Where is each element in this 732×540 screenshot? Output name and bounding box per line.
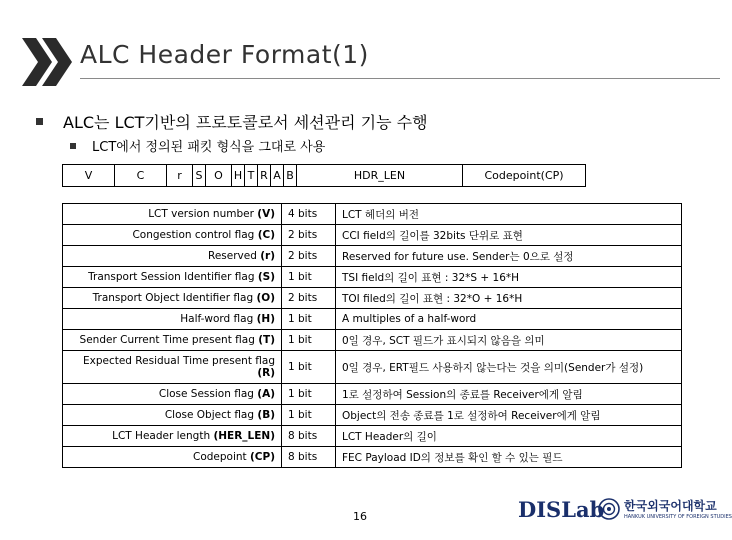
field-name-cell — [63, 351, 282, 384]
field-name: Codepoint — [192, 451, 247, 463]
table-row — [63, 288, 682, 309]
table-row — [63, 330, 682, 351]
field-description: Object의 전송 종료를 1로 설정하여 Receiver에게 알림 — [336, 405, 682, 426]
field-name: Transport Session Identifier flag — [88, 271, 255, 283]
field-flag: (O) — [256, 292, 275, 304]
bullet-level2-text: LCT에서 정의된 패킷 형식을 그대로 사용 — [92, 140, 326, 155]
field-bits: 1 bit — [282, 384, 336, 405]
field-name-cell — [63, 288, 282, 309]
field-c: C — [115, 165, 167, 186]
field-description: CCI field의 길이를 32bits 단위로 표현 — [336, 225, 682, 246]
field-flag: (H) — [256, 313, 275, 325]
field-bits: 1 bit — [282, 405, 336, 426]
field-description: LCT Header의 길이 — [336, 426, 682, 447]
bullet-square-icon — [36, 118, 43, 125]
field-h: H — [232, 165, 245, 186]
field-name-cell — [63, 330, 282, 351]
field-name-cell — [63, 204, 282, 225]
field-description: 0일 경우, SCT 필드가 표시되지 않음을 의미 — [336, 330, 682, 351]
field-description: 1로 설정하여 Session의 종료를 Receiver에게 알림 — [336, 384, 682, 405]
table-row — [63, 267, 682, 288]
field-description: FEC Payload ID의 정보를 확인 할 수 있는 필드 — [336, 447, 682, 468]
field-description-table — [62, 203, 682, 468]
field-flag: (C) — [257, 229, 275, 241]
field-hdr-len: HDR_LEN — [297, 165, 463, 186]
field-name-cell — [63, 309, 282, 330]
title-divider — [80, 78, 720, 79]
field-name: Half-word flag — [180, 313, 254, 325]
dislab-logo: DISLab — [518, 497, 605, 522]
field-description: LCT 헤더의 버전 — [336, 204, 682, 225]
field-b: B — [284, 165, 297, 186]
field-name-cell — [63, 267, 282, 288]
field-bits: 1 bit — [282, 351, 336, 384]
field-name: Close Object flag — [164, 409, 255, 421]
field-bits: 8 bits — [282, 426, 336, 447]
field-flag: (T) — [258, 334, 275, 346]
field-bits: 2 bits — [282, 288, 336, 309]
table-row — [63, 246, 682, 267]
field-name-cell — [63, 405, 282, 426]
bullet-level2 — [70, 136, 325, 155]
field-name: Close Session flag — [158, 388, 254, 400]
field-a: A — [271, 165, 284, 186]
field-r: r — [167, 165, 193, 186]
field-s: S — [193, 165, 206, 186]
university-name-english: HANKUK UNIVERSITY OF FOREIGN STUDIES — [624, 514, 732, 520]
field-bits: 1 bit — [282, 267, 336, 288]
table-row — [63, 351, 682, 384]
field-flag: (B) — [257, 409, 275, 421]
slide-title: ALC Header Format(1) — [80, 40, 369, 69]
field-name: Congestion control flag — [132, 229, 255, 241]
field-name: Reserved — [208, 250, 257, 262]
field-name-cell — [63, 246, 282, 267]
bullet-level1-text: ALC는 LCT기반의 프로토콜로서 세션관리 기능 수행 — [63, 113, 428, 132]
field-bits: 2 bits — [282, 225, 336, 246]
table-row — [63, 204, 682, 225]
university-name-korean: 한국외국어대학교 — [624, 499, 717, 513]
field-bits: 4 bits — [282, 204, 336, 225]
field-description: A multiples of a half-word — [336, 309, 682, 330]
field-flag: (A) — [257, 388, 275, 400]
field-description: Reserved for future use. Sender는 0으로 설정 — [336, 246, 682, 267]
field-flag: (CP) — [250, 451, 275, 463]
field-name: LCT version number — [148, 208, 254, 220]
table-row — [63, 225, 682, 246]
field-description: 0일 경우, ERT필드 사용하지 않는다는 것을 의미(Sender가 설정) — [336, 351, 682, 384]
field-flag: (r) — [260, 250, 275, 262]
field-name-cell — [63, 384, 282, 405]
field-flag: (HER_LEN) — [213, 430, 275, 442]
table-row — [63, 309, 682, 330]
bullet-level1 — [36, 110, 428, 133]
field-name: LCT Header length — [112, 430, 211, 442]
university-seal-icon — [598, 498, 620, 520]
page-number: 16 — [353, 510, 367, 523]
field-flag: (V) — [257, 208, 275, 220]
field-bits: 2 bits — [282, 246, 336, 267]
field-flag: (S) — [257, 271, 275, 283]
table-row — [63, 405, 682, 426]
field-r-upper: R — [258, 165, 271, 186]
field-description: TSI field의 길이 표현 : 32*S + 16*H — [336, 267, 682, 288]
header-format-diagram — [62, 164, 586, 187]
bullet-square-icon — [70, 143, 76, 149]
field-t: T — [245, 165, 258, 186]
field-name: Sender Current Time present flag — [79, 334, 255, 346]
field-codepoint: Codepoint(CP) — [484, 169, 564, 182]
table-row — [63, 426, 682, 447]
field-name: Expected Residual Time present flag — [82, 355, 275, 367]
field-o: O — [206, 165, 232, 186]
field-name-cell — [63, 225, 282, 246]
table-row — [63, 447, 682, 468]
field-flag: (R) — [257, 367, 275, 379]
field-description: TOI filed의 길이 표현 : 32*O + 16*H — [336, 288, 682, 309]
field-name-cell — [63, 426, 282, 447]
field-bits: 1 bit — [282, 330, 336, 351]
field-v: V — [63, 165, 115, 186]
field-name: Transport Object Identifier flag — [92, 292, 254, 304]
double-chevron-icon — [22, 38, 74, 86]
field-bits: 8 bits — [282, 447, 336, 468]
table-row — [63, 384, 682, 405]
field-name-cell — [63, 447, 282, 468]
field-bits: 1 bit — [282, 309, 336, 330]
